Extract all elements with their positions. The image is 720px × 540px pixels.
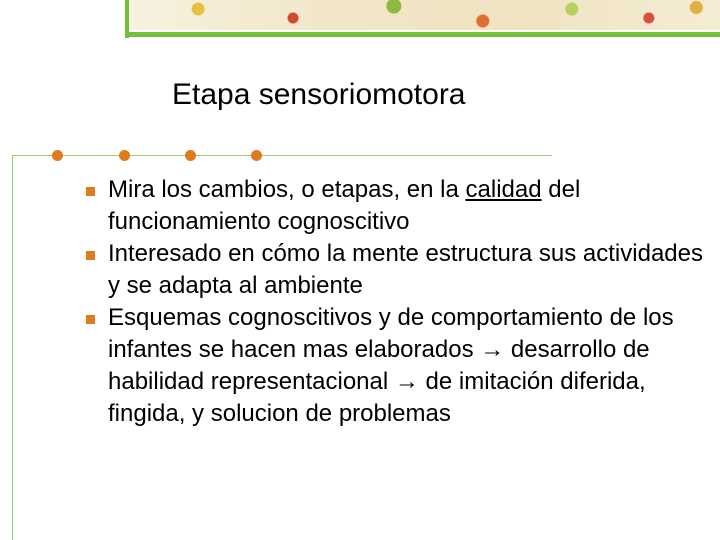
bullet-text: Interesado en cómo la mente estructura sus actividades y se adapta al ambiente [108,240,703,299]
bullet-list [86,174,706,430]
bullet-item [86,174,706,238]
underlined-word: calidad [465,176,542,203]
bullet-text: desarrollo de habilidad representacional [108,336,650,395]
square-bullet-icon [86,315,95,324]
banner-frame-bottom [125,32,720,37]
square-bullet-icon [86,251,95,260]
bullet-text: del funcionamiento cognoscitivo [108,176,581,235]
divider-dot [52,150,63,161]
arrow-right-icon: → [394,368,419,395]
bullet-item [86,302,706,430]
divider-dot [251,150,262,161]
bullet-item [86,238,706,302]
slide-title: Etapa sensoriomotora [172,78,466,111]
decorative-banner [127,0,720,30]
bullet-text: Esquemas cognoscitivos y de comportamiento de los infantes se hacen mas elaborados [108,304,674,363]
bullet-text: de imitación diferida, fingida, y solucion de problemas [108,368,646,427]
bullet-text: Mira los cambios, o etapas, en la [108,176,466,203]
divider-dot [119,150,130,161]
title-divider-line [12,155,552,156]
divider-dot [185,150,196,161]
arrow-right-icon: → [480,336,505,363]
square-bullet-icon [86,187,95,196]
left-frame-line [12,155,13,540]
